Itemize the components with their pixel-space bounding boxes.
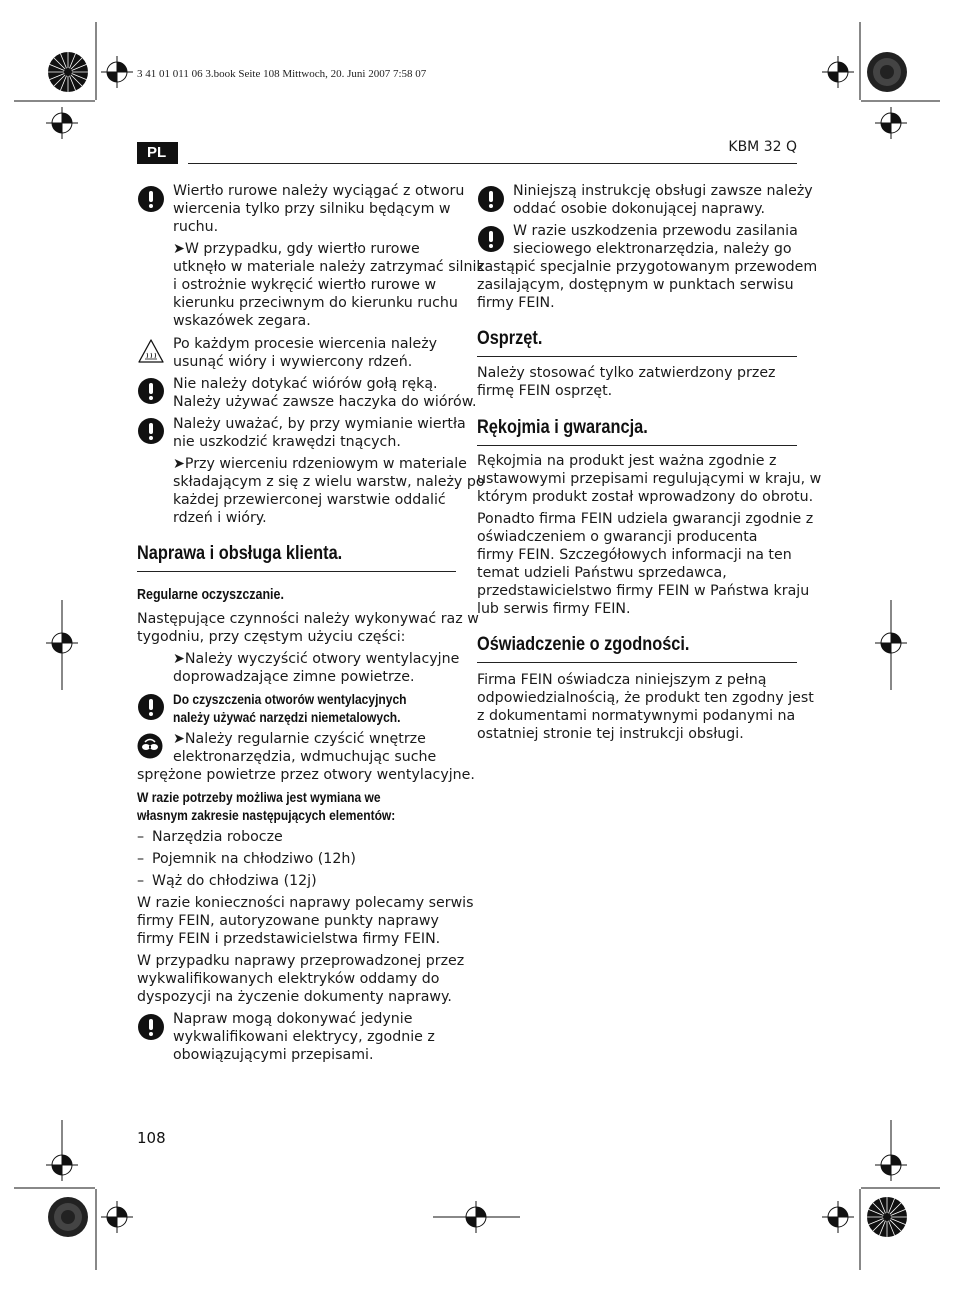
language-badge: PL (137, 142, 178, 164)
paragraph-bold-replace: W razie potrzeby możliwa jest wymiana we własnym zakresie następujących elementów: (137, 789, 396, 824)
heading-rule (477, 445, 797, 446)
paragraph-w2: Nie należy dotykać wiórów gołą ręką. Należy używać zawsze haczyka do wiórów. (173, 376, 477, 411)
hot-surface-icon (137, 338, 165, 364)
paragraph-w6: Niniejszą instrukcję obsługi zawsze należy oddać osobie dokonującej naprawy. (513, 183, 813, 218)
header-rule (188, 163, 797, 164)
paragraph-w1: Wiertło rurowe należy wyciągać z otworu wiercenia tylko przy silniku będącym w ruchu. (173, 183, 465, 236)
paragraph-w4: Do czyszczenia otworów wentylacyjnych należy używać narzędzi niemetalowych. (173, 691, 407, 726)
goggles-icon (137, 733, 163, 759)
paragraph-conformity: Firma FEIN oświadcza niniejszym z pełną odpowiedzialnością, że produkt ten zgodny jest z dokumentami normatywnymi podanymi na ostatniej stronie tej instrukcji obsługi. (477, 672, 814, 743)
paragraph-p1: Następujące czynności należy wykonywać raz w tygodniu, przy częstym użyciu części: (137, 611, 479, 646)
model-name: KBM 32 Q (728, 139, 797, 155)
subheading-cleaning: Regularne oczyszczanie. (137, 587, 284, 603)
paragraph-goggles-end: sprężone powietrze przez otwory wentylacyjne. (137, 767, 475, 783)
heading-rule (477, 662, 797, 663)
paragraph-w3: Należy uważać, by przy wymianie wiertła nie uszkodzić krawędzi tnących. (173, 416, 466, 451)
list-item: – Wąż do chłodziwa (12j) (137, 873, 317, 890)
paragraph-w7: W razie uszkodzenia przewodu zasilania sieciowego elektronarzędzia, należy go (513, 223, 798, 258)
paragraph-p3: W przypadku naprawy przeprowadzonej przez wykwalifikowanych elektryków oddamy do dyspozycji na życzenie dokumenty naprawy. (137, 953, 465, 1006)
warning-icon (138, 418, 164, 444)
paragraph-goggles: ➤Należy regularnie czyścić wnętrze elektronarzędzia, wdmuchując suche (173, 731, 437, 766)
page-number: 108 (137, 1129, 166, 1147)
paragraph-w7-cont: zastąpić specjalnie przygotowanym przewodem zasilającym, dostępnym w punktach serwisu firmy FEIN. (477, 259, 818, 312)
paragraph-w5: Napraw mogą dokonywać jedynie wykwalifikowani elektrycy, zgodnie z obowiązującymi przepisami. (173, 1011, 435, 1064)
paragraph-hot: Po każdym procesie wiercenia należy usunąć wióry i wywiercony rdzeń. (173, 336, 438, 371)
paragraph-warranty-2: Ponadto firma FEIN udziela gwarancji zgodnie z oświadczeniem o gwarancji producenta firmy FEIN. Szczegółowych informacji na ten temat udzieli Państwu sprzedawca, przedstawicielstwo firmy FEIN w Państwa kraju lub serwis firmy FEIN. (477, 511, 814, 618)
action-step-1: ➤W przypadku, gdy wiertło rurowe utknęło w materiale należy zatrzymać silnik i ostrożnie wykręcić wiertło rurowe w kierunku przeciwnym do kierunku ruchu wskazówek zegara. (173, 241, 485, 330)
section-heading-service: Naprawa i obsługa klienta. (137, 543, 343, 564)
print-header: 3 41 01 011 06 3.book Seite 108 Mittwoch, 20. Juni 2007 7:58 07 (137, 68, 427, 80)
warning-icon (478, 226, 504, 252)
action-step-2: ➤Przy wierceniu rdzeniowym w materiale składającym z się z wielu warstw, należy po każdej przewierconej warstwie oddalić rdzeń i wióry. (173, 456, 485, 527)
heading-rule (137, 571, 456, 572)
warning-icon (138, 378, 164, 404)
section-heading-accessories: Osprzęt. (477, 328, 543, 349)
warning-icon (138, 1014, 164, 1040)
section-heading-conformity: Oświadczenie o zgodności. (477, 634, 690, 655)
list-item: – Pojemnik na chłodziwo (12h) (137, 851, 356, 868)
action-step-3: ➤Należy wyczyścić otwory wentylacyjne doprowadzające zimne powietrze. (173, 651, 460, 686)
paragraph-warranty-1: Rękojmia na produkt jest ważna zgodnie z ustawowymi przepisami regulującymi w kraju, w którym produkt został wprowadzony do obrotu. (477, 453, 822, 506)
warning-icon (138, 694, 164, 720)
list-item: – Narzędzia robocze (137, 829, 283, 845)
paragraph-p2: W razie konieczności naprawy polecamy serwis firmy FEIN, autoryzowane punkty naprawy firmy FEIN i przedstawicielstwa firmy FEIN. (137, 895, 474, 948)
parts-list (137, 828, 356, 890)
warning-icon (138, 186, 164, 212)
section-heading-warranty: Rękojmia i gwarancja. (477, 417, 648, 438)
heading-rule (477, 356, 797, 357)
paragraph-accessories: Należy stosować tylko zatwierdzony przez firmę FEIN osprzęt. (477, 365, 776, 400)
warning-icon (478, 186, 504, 212)
